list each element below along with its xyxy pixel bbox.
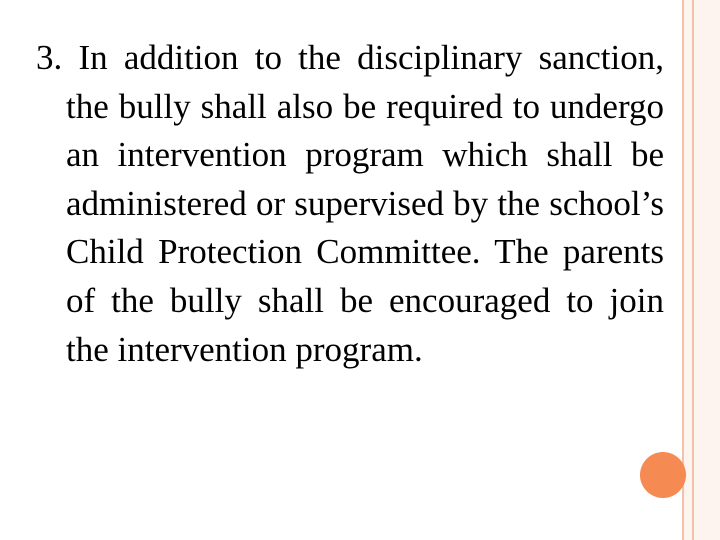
decorative-border-line-right — [692, 0, 694, 540]
numbered-paragraph: 3. In addition to the disciplinary sanction, the bully shall also be required to undergo an intervention program which shall be administered or supervised by the school’s Child Protection Committee. The parents of the bully shall be encouraged to join the intervention program. — [36, 38, 664, 369]
decorative-border-line-left — [682, 0, 684, 540]
decorative-orange-circle — [640, 452, 686, 498]
slide-content — [36, 34, 664, 374]
right-side-band — [683, 0, 720, 540]
